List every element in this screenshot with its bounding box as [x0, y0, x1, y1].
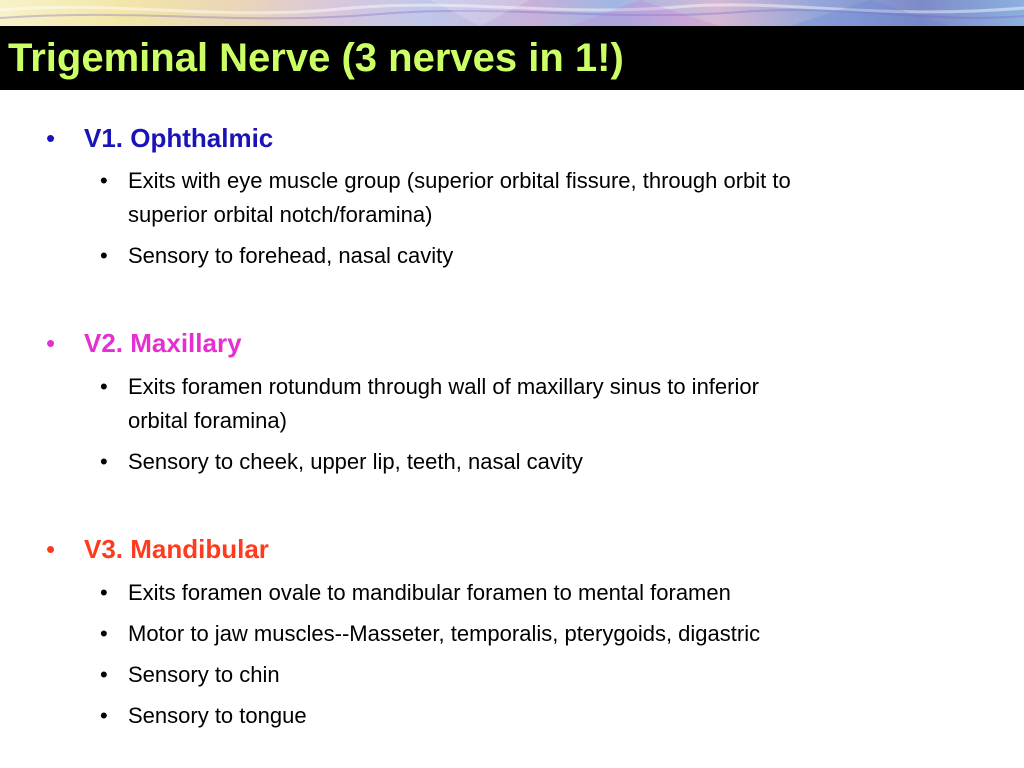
section-heading-v2: V2. Maxillary — [84, 328, 242, 358]
section-heading-v1: V1. Ophthalmic — [84, 123, 274, 153]
text-v2-2: Sensory to cheek, upper lip, teeth, nasal cavity — [128, 449, 583, 474]
bullet-v3-4: • — [100, 703, 108, 728]
bullet-v2-1: • — [100, 374, 108, 399]
section-bullet-v1: • — [46, 123, 56, 153]
text-v1-2: Sensory to forehead, nasal cavity — [128, 243, 454, 268]
bullet-v3-2: • — [100, 621, 108, 646]
bullet-v1-1: • — [100, 168, 108, 193]
bullet-v2-2: • — [100, 449, 108, 474]
text-v3-2: Motor to jaw muscles--Masseter, temporalis, pterygoids, digastric — [128, 621, 761, 646]
section-bullet-v2: • — [46, 328, 56, 358]
text-v1-1: Exits with eye muscle group (superior orbital fissure, through orbit to — [128, 168, 791, 193]
text-v2-1: Exits foramen rotundum through wall of maxillary sinus to inferior — [128, 374, 759, 399]
slide-title: Trigeminal Nerve (3 nerves in 1!) — [8, 36, 624, 80]
section-bullet-v3: • — [46, 534, 56, 564]
text-v3-3: Sensory to chin — [128, 662, 280, 687]
bullet-v3-3: • — [100, 662, 108, 687]
section-heading-v3: V3. Mandibular — [84, 534, 269, 564]
text-v1-1-cont: superior orbital notch/foramina) — [128, 202, 433, 227]
text-v3-4: Sensory to tongue — [128, 703, 307, 728]
bullet-v1-2: • — [100, 243, 108, 268]
bullet-v3-1: • — [100, 580, 108, 605]
text-v3-1: Exits foramen ovale to mandibular foramen to mental foramen — [128, 580, 731, 605]
text-v2-1-cont: orbital foramina) — [128, 408, 287, 433]
